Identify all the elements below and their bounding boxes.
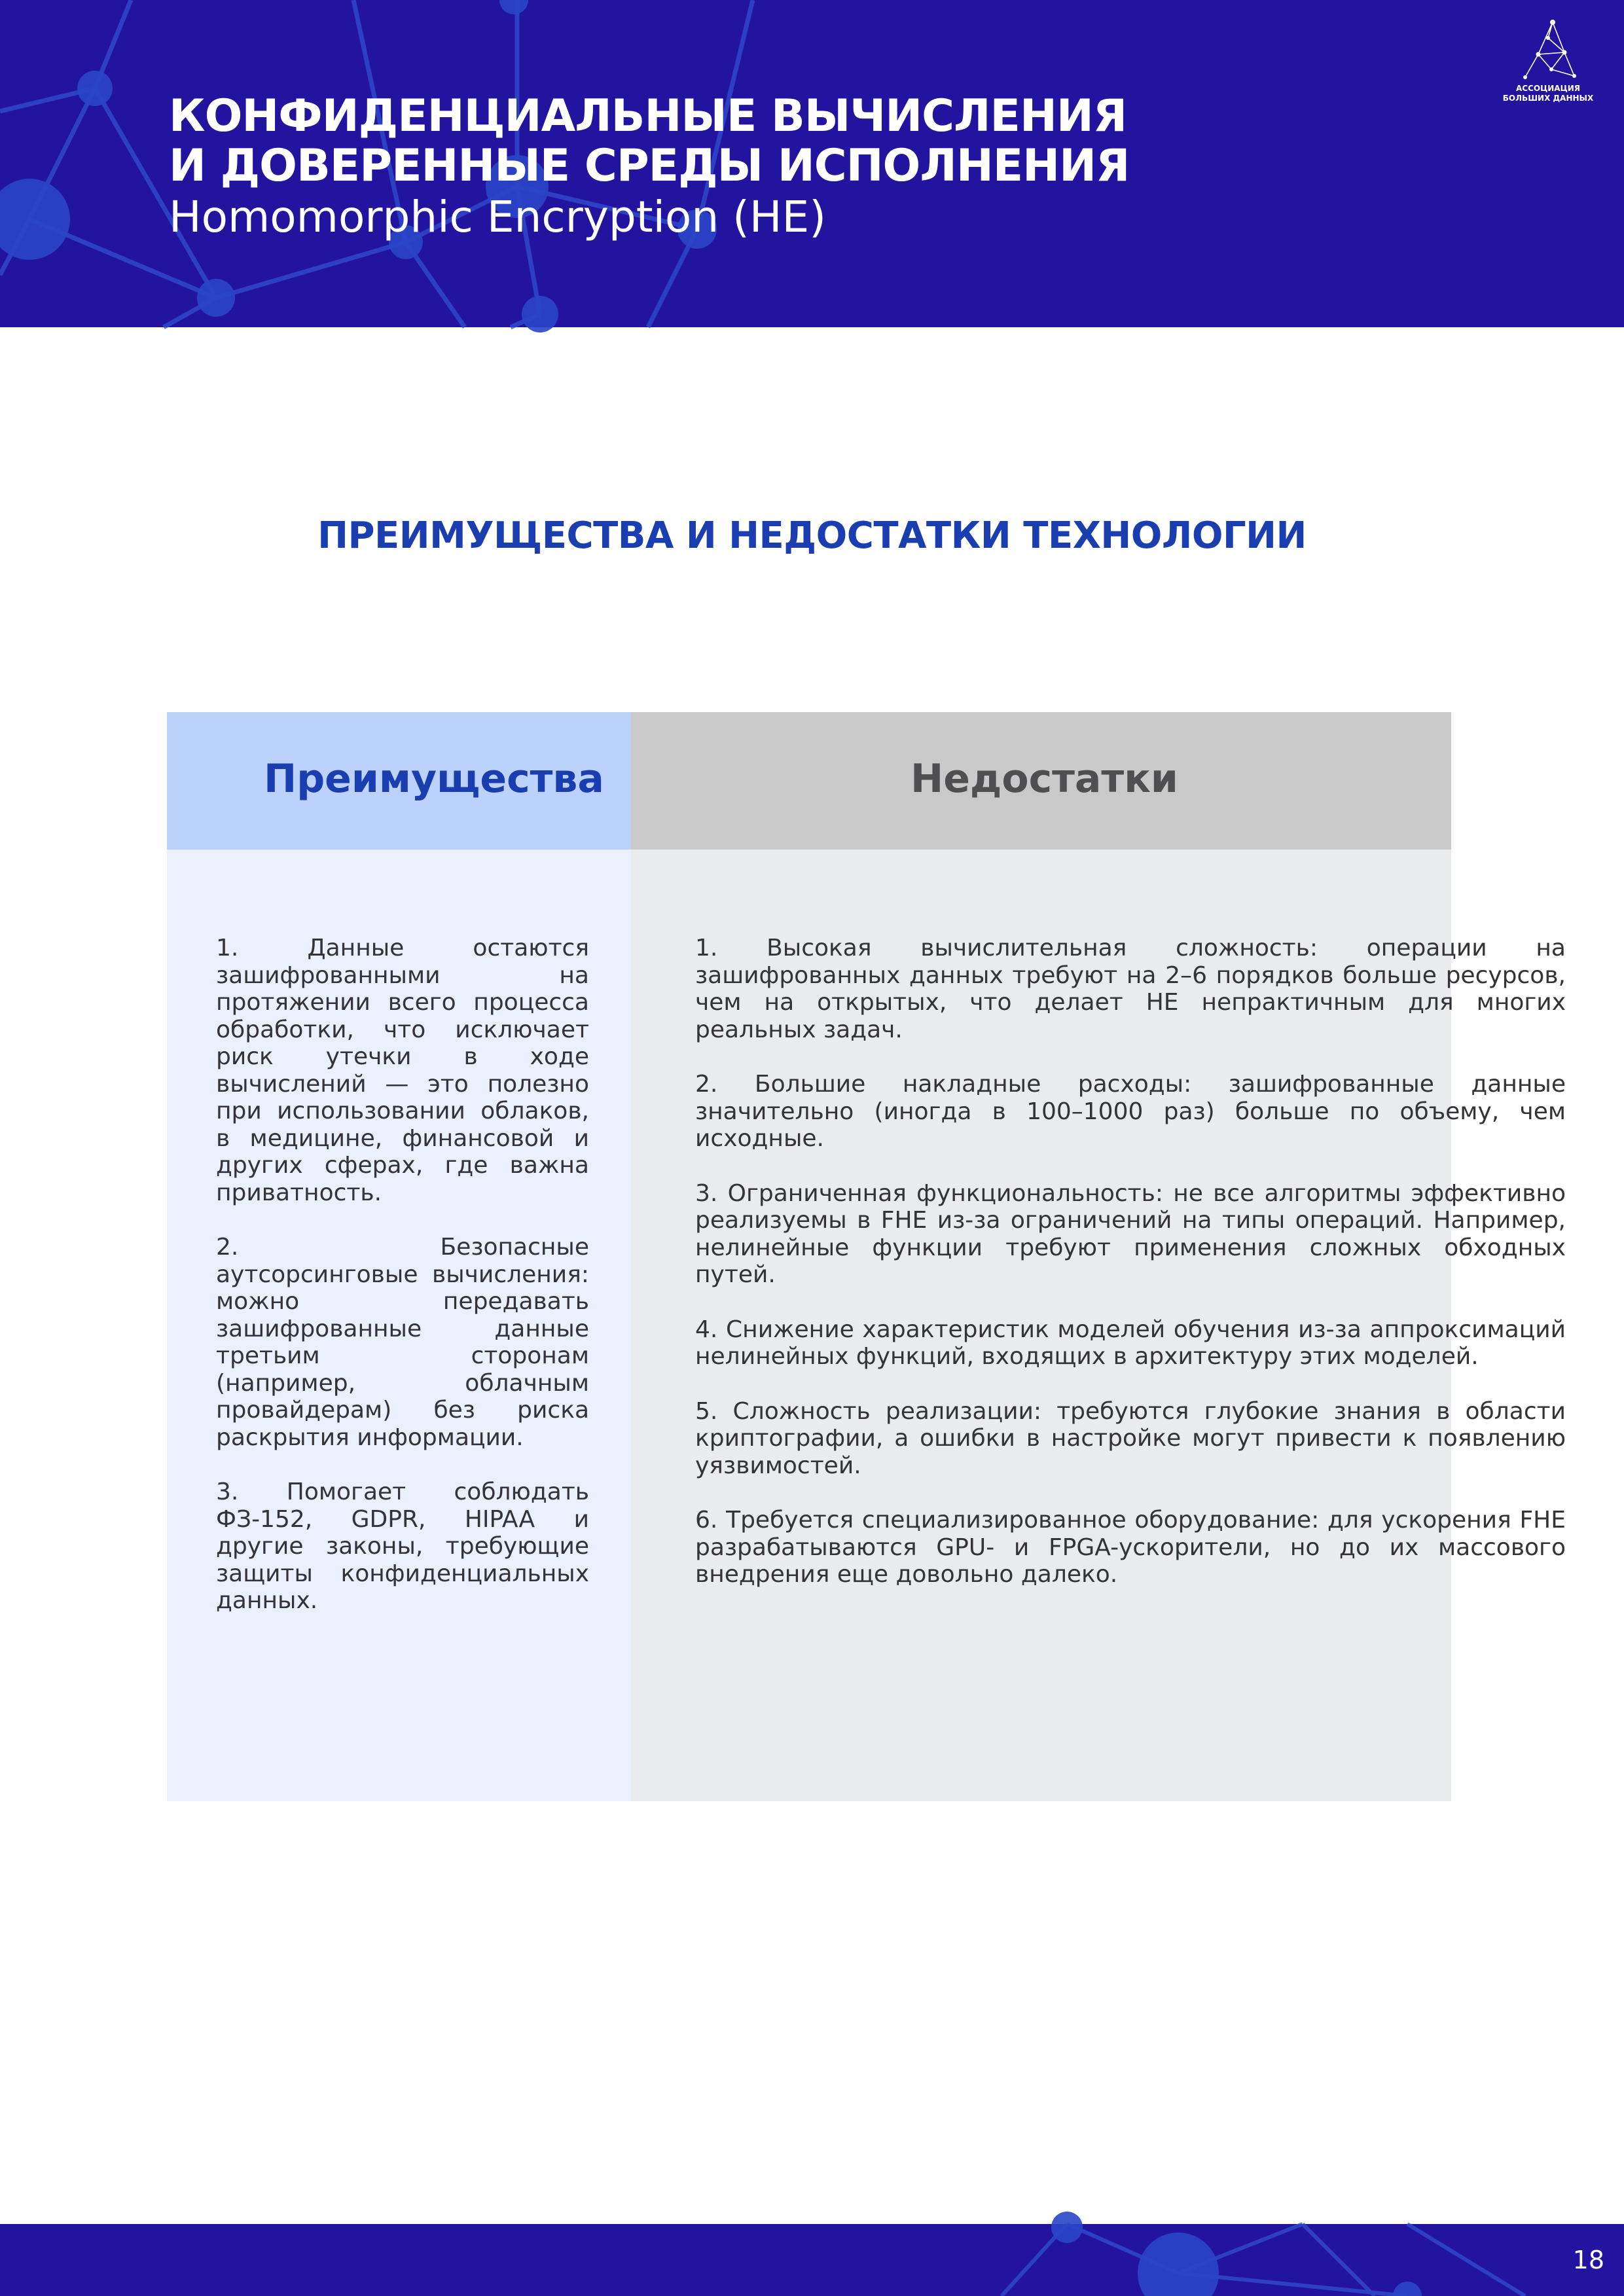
constellation-logo-icon	[1512, 18, 1584, 84]
disadvantages-header	[631, 712, 1451, 850]
page-title-line-2: И ДОВЕРЕННЫЕ СРЕДЫ ИСПОЛНЕНИЯ	[169, 140, 1130, 192]
disadvantage-item: 1. Высокая вычислительная сложность: операции на зашифрованных данных требуют на 2–6 порядков больше ресурсов, чем на открытых, что делает HE непрактичным для многих реальных задач.	[695, 935, 1566, 1043]
disadvantage-item: 6. Требуется специализированное оборудование: для ускорения FHE разрабатываются GPU- и FPGA-ускорители, но до их массового внедрения еще довольно далеко.	[695, 1507, 1566, 1588]
advantage-item: 3. Помогает соблюдать ФЗ-152, GDPR, HIPAA и другие законы, требующие защиты конфиденциальных данных.	[216, 1479, 589, 1614]
page-number: 18	[1572, 2246, 1604, 2274]
advantages-header-label: Преимущества	[264, 756, 604, 802]
association-logo	[1499, 18, 1597, 110]
disadvantages-list	[695, 935, 1566, 1616]
page-footer	[0, 2224, 1624, 2296]
advantage-item: 1. Данные остаются зашифрованными на протяжении всего процесса обработки, что исключает риск утечки в ходе вычислений — это полезно при использовании облаков, в медицине, финансовой и других сферах, где важна приватность.	[216, 935, 589, 1206]
advantage-item: 2. Безопасные аутсорсинговые вычисления: можно передавать зашифрованные данные третьим сторонам (например, облачным провайдерам) без риска раскрытия информации.	[216, 1234, 589, 1451]
disadvantage-item: 4. Снижение характеристик моделей обучения из-за аппроксимаций нелинейных функций, входящих в архитектуру этих моделей.	[695, 1316, 1566, 1370]
page-subtitle: Homomorphic Encryption (HE)	[169, 192, 826, 242]
disadvantage-item: 5. Сложность реализации: требуются глубокие знания в области криптографии, а ошибки в настройке могут привести к появлению уязвимостей.	[695, 1397, 1566, 1479]
advantages-header	[167, 712, 631, 850]
footer-network-decoration	[0, 2224, 1624, 2296]
disadvantages-header-label: Недостатки	[911, 756, 1178, 802]
section-title: ПРЕИМУЩЕСТВА И НЕДОСТАТКИ ТЕХНОЛОГИИ	[317, 514, 1307, 557]
logo-caption	[1499, 84, 1597, 103]
logo-caption-line-2: БОЛЬШИХ ДАННЫХ	[1502, 94, 1594, 103]
page-title-line-1: КОНФИДЕНЦИАЛЬНЫЕ ВЫЧИСЛЕНИЯ	[169, 90, 1127, 142]
pros-cons-table	[167, 712, 1566, 1801]
disadvantage-item: 3. Ограниченная функциональность: не все алгоритмы эффективно реализуемы в FHE из-за ограничений на типы операций. Например, нелинейные функции требуют применения сложных обходных путей.	[695, 1179, 1566, 1288]
page-header	[0, 0, 1624, 327]
disadvantage-item: 2. Большие накладные расходы: зашифрованные данные значительно (иногда в 100–1000 раз) больше по объему, чем исходные.	[695, 1071, 1566, 1152]
logo-caption-line-1: АССОЦИАЦИЯ	[1516, 84, 1580, 93]
page-title-block	[169, 92, 1129, 243]
advantages-list	[216, 935, 589, 1642]
